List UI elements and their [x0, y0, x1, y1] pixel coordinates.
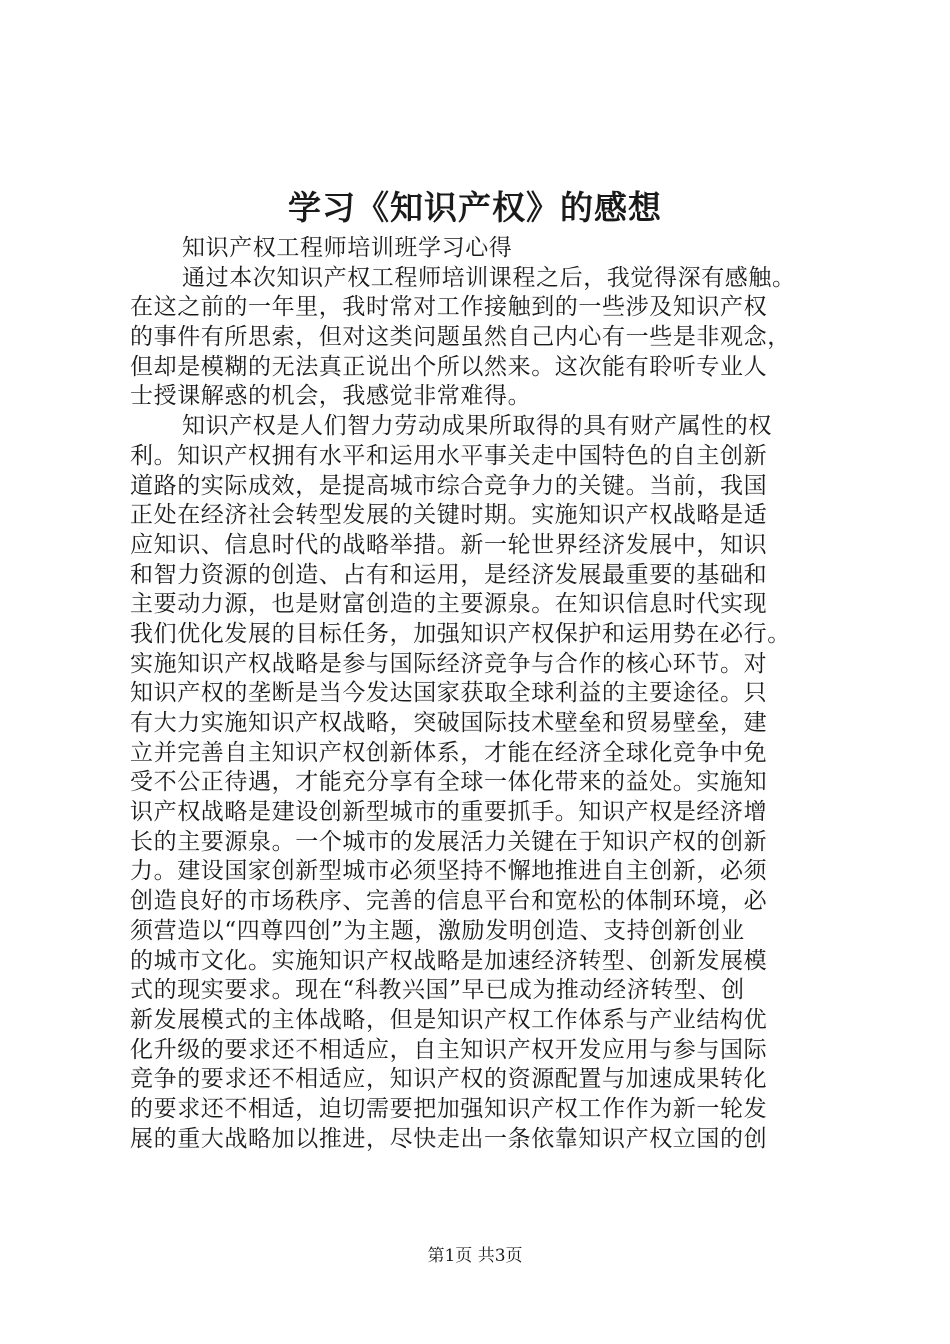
- paragraph-1: [130, 264, 826, 412]
- paragraph-line: 道路的实际成效，是提高城市综合竞争力的关键。当前，我国: [130, 472, 768, 499]
- document-body: [130, 234, 826, 1154]
- paragraph-line: 式的现实要求。现在“科教兴国”早已成为推动经济转型、创: [130, 977, 745, 1004]
- paragraph-line: 立并完善自主知识产权创新体系，才能在经济全球化竞争中免: [130, 739, 768, 766]
- paragraph-line: 主要动力源，也是财富创造的主要源泉。在知识信息时代实现: [130, 591, 768, 618]
- paragraph-line: 的事件有所思索，但对这类问题虽然自己内心有一些是非观念，: [130, 324, 791, 351]
- paragraph-line: 通过本次知识产权工程师培训课程之后，我觉得深有感触。: [182, 264, 796, 291]
- paragraph-line: 在这之前的一年里，我时常对工作接触到的一些涉及知识产权: [130, 294, 768, 321]
- paragraph-line: 力。建设国家创新型城市必须坚持不懈地推进自主创新，必须: [130, 858, 768, 885]
- page-footer: 第1页 共3页: [427, 1246, 523, 1266]
- paragraph-line: 有大力实施知识产权战略，突破国际技术壁垒和贸易壁垒，建: [130, 710, 768, 736]
- paragraph-line: 受不公正待遇，才能充分享有全球一体化带来的益处。实施知: [130, 769, 768, 796]
- paragraph-line: 新发展模式的主体战略，但是知识产权工作体系与产业结构优: [130, 1006, 768, 1033]
- paragraph-line: 创造良好的市场秩序、完善的信息平台和宽松的体制环境，必: [130, 888, 768, 915]
- paragraph-line: 和智力资源的创造、占有和运用，是经济发展最重要的基础和: [130, 561, 768, 588]
- paragraph-2: [130, 412, 826, 1154]
- paragraph-line: 但却是模糊的无法真正说出个所以然来。这次能有聆听专业人: [130, 353, 768, 380]
- paragraph-line: 的要求还不相适，迫切需要把加强知识产权工作作为新一轮发: [130, 1095, 768, 1122]
- paragraph-line: 须营造以“四尊四创”为主题，激励发明创造、支持创新创业: [130, 917, 745, 944]
- paragraph-line: 竞争的要求还不相适应，知识产权的资源配置与加速成果转化: [130, 1066, 768, 1093]
- paragraph-line: 的城市文化。实施知识产权战略是加速经济转型、创新发展模: [130, 947, 768, 974]
- document-title: 学习《知识产权》的感想: [288, 188, 662, 227]
- paragraph-line: 士授课解惑的机会，我感觉非常难得。: [130, 383, 532, 410]
- paragraph-line: 识产权战略是建设创新型城市的重要抓手。知识产权是经济增: [130, 799, 768, 826]
- paragraph-line: 实施知识产权战略是参与国际经济竞争与合作的核心环节。对: [130, 650, 768, 677]
- paragraph-line: 我们优化发展的目标任务，加强知识产权保护和运用势在必行。: [130, 620, 791, 647]
- paragraph-line: 展的重大战略加以推进，尽快走出一条依靠知识产权立国的创: [130, 1125, 768, 1152]
- paragraph-line: 长的主要源泉。一个城市的发展活力关键在于知识产权的创新: [130, 828, 768, 855]
- paragraph-line: 正处在经济社会转型发展的关键时期。实施知识产权战略是适: [130, 502, 768, 529]
- paragraph-line: 化升级的要求还不相适应，自主知识产权开发应用与参与国际: [130, 1036, 768, 1063]
- paragraph-line: 利。知识产权拥有水平和运用水平事关走中国特色的自主创新: [130, 442, 768, 469]
- paragraph-line: 知识产权是人们智力劳动成果所取得的具有财产属性的权: [182, 413, 772, 440]
- paragraph-line: 知识产权的垄断是当今发达国家获取全球利益的主要途径。只: [130, 680, 768, 707]
- paragraph-line: 应知识、信息时代的战略举措。新一轮世界经济发展中，知识: [130, 531, 768, 558]
- subtitle-line: 知识产权工程师培训班学习心得: [182, 235, 513, 261]
